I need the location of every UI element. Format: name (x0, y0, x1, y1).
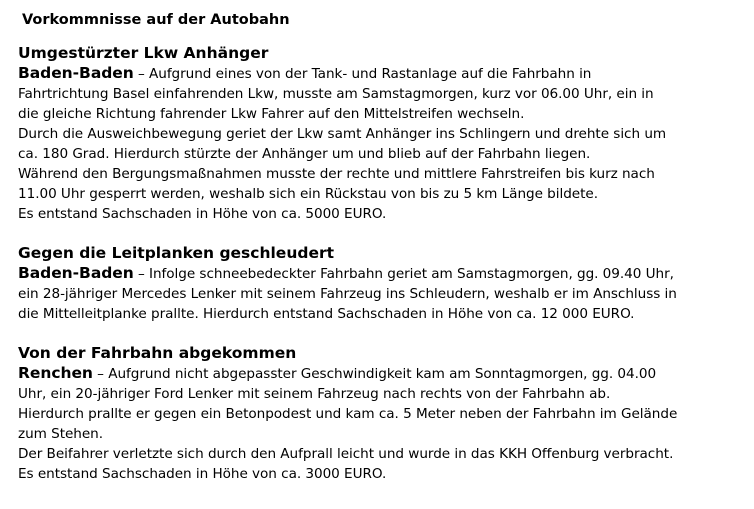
incident-section (18, 43, 746, 224)
body-line-text: – Aufgrund nicht abgepasster Geschwindigkeit kam am Sonntagmorgen, gg. 04.00 (92, 366, 657, 382)
body-line: 11.00 Uhr gesperrt werden, weshalb sich ein Rückstau von bis zu 5 km Länge bildete. (18, 186, 598, 202)
incident-section (18, 343, 746, 484)
body-line: Es entstand Sachschaden in Höhe von ca. 3000 EURO. (18, 466, 387, 482)
body-line: ein 28-jähriger Mercedes Lenker mit seinem Fahrzeug ins Schleudern, weshalb er im Anschluss in (18, 286, 677, 302)
section-body (18, 63, 746, 224)
document-page (18, 10, 746, 484)
place-name: Renchen (18, 364, 93, 382)
place-name: Baden-Baden (18, 264, 134, 282)
body-line: Während den Bergungsmaßnahmen musste der rechte und mittlere Fahrstreifen bis kurz nach (18, 166, 655, 182)
body-line (18, 63, 746, 84)
body-line: Uhr, ein 20-jähriger Ford Lenker mit seinem Fahrzeug nach rechts von der Fahrbahn ab. (18, 386, 611, 402)
section-title: Von der Fahrbahn abgekommen (18, 344, 297, 362)
body-line: zum Stehen. (18, 426, 104, 442)
body-line: Fahrtrichtung Basel einfahrenden Lkw, musste am Samstagmorgen, kurz vor 06.00 Uhr, ein in (18, 86, 654, 102)
body-line-text: – Infolge schneebedeckter Fahrbahn geriet am Samstagmorgen, gg. 09.40 Uhr, (133, 266, 674, 282)
body-line: ca. 180 Grad. Hierdurch stürzte der Anhänger um und blieb auf der Fahrbahn liegen. (18, 146, 591, 162)
section-title: Umgestürzter Lkw Anhänger (18, 44, 269, 62)
body-line: die gleiche Richtung fahrender Lkw Fahrer auf den Mittelstreifen wechseln. (18, 106, 525, 122)
body-line: die Mittelleitplanke prallte. Hierdurch entstand Sachschaden in Höhe von ca. 12 000 EURO. (18, 306, 635, 322)
body-line (18, 363, 746, 384)
body-line: Hierdurch prallte er gegen ein Betonpodest und kam ca. 5 Meter neben der Fahrbahn im Gelände (18, 406, 678, 422)
body-line (18, 263, 746, 284)
incident-section (18, 243, 746, 324)
place-name: Baden-Baden (18, 64, 134, 82)
body-line: Durch die Ausweichbewegung geriet der Lkw samt Anhänger ins Schlingern und drehte sich um (18, 126, 667, 142)
section-body (18, 263, 746, 324)
section-title: Gegen die Leitplanken geschleudert (18, 244, 335, 262)
body-line-text: – Aufgrund eines von der Tank- und Rastanlage auf die Fahrbahn in (133, 66, 592, 82)
document-title: Vorkommnisse auf der Autobahn (22, 12, 290, 28)
body-line: Der Beifahrer verletzte sich durch den Aufprall leicht und wurde in das KKH Offenburg verbracht. (18, 446, 674, 462)
body-line: Es entstand Sachschaden in Höhe von ca. 5000 EURO. (18, 206, 387, 222)
section-body (18, 363, 746, 484)
